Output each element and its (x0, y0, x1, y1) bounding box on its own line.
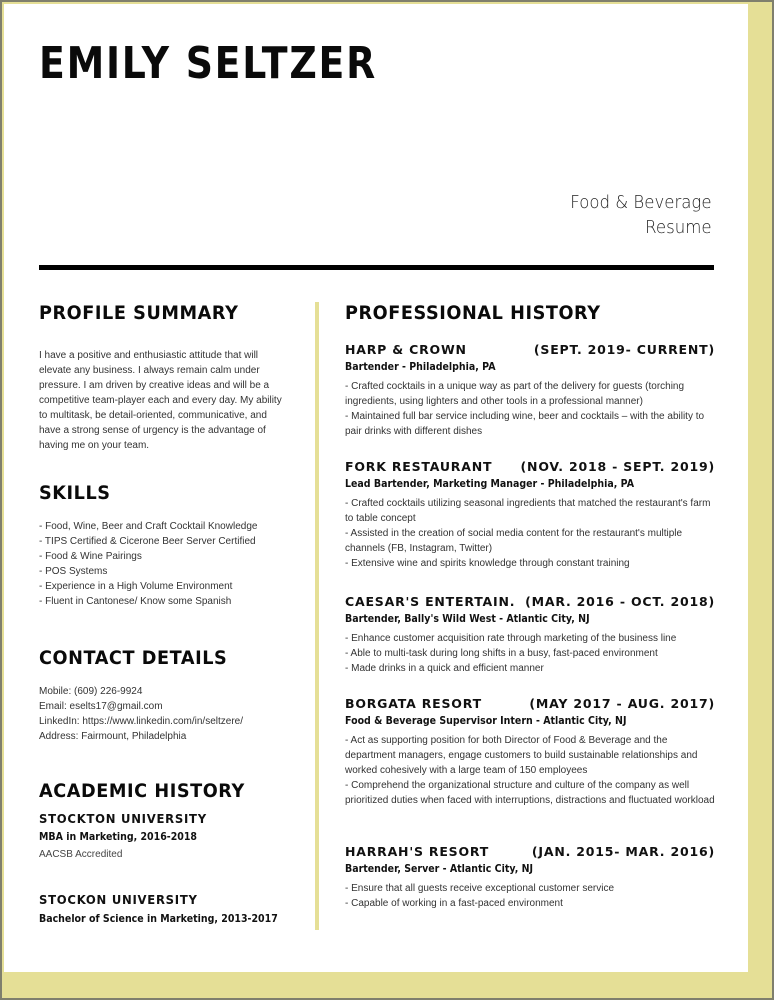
contact-details-heading: CONTACT DETAILS (39, 647, 228, 669)
job-bullet: - Assisted in the creation of social media content for the restaurant's multiple channels (FB, Instagram, Twitter) (345, 528, 683, 554)
skills-heading: SKILLS (39, 482, 111, 504)
job-bullet: - Capable of working in a fast-paced environment (345, 898, 563, 909)
job-bullet: - Comprehend the organizational structure and culture of the company as well prioritized duties when faced with interruptions, distractions and fluctuated workload (345, 780, 715, 806)
subtitle-line-1: Food & Beverage (570, 192, 712, 213)
job-bullet: - Extensive wine and spirits knowledge through constant training (345, 558, 630, 569)
contact-details-section (39, 647, 304, 744)
job-company: FORK RESTAURANT (345, 459, 493, 474)
job-entry (345, 342, 715, 439)
skill-item: - Food & Wine Pairings (39, 551, 142, 562)
job-bullet: - Maintained full bar service including wine, beer and cocktails – with the ability to pair drinks with different dishes (345, 411, 705, 437)
professional-history-heading: PROFESSIONAL HISTORY (345, 302, 601, 324)
education-entry (39, 892, 319, 925)
academic-history-section (39, 780, 319, 925)
resume-page (4, 4, 748, 972)
header-divider-rule (39, 265, 714, 270)
job-entry (345, 844, 715, 911)
job-header (345, 844, 715, 859)
job-entry (345, 696, 715, 808)
degree: Bachelor of Science in Marketing, 2013-2017 (39, 913, 278, 925)
resume-subtitle (571, 190, 712, 240)
contact-address: Address: Fairmount, Philadelphia (39, 731, 187, 742)
job-bullets (345, 733, 715, 808)
job-bullets (345, 631, 715, 676)
job-role: Bartender - Philadelphia, PA (345, 361, 496, 373)
job-bullet: - Ensure that all guests receive exceptional customer service (345, 883, 615, 894)
skill-item: - Fluent in Cantonese/ Know some Spanish (39, 596, 232, 607)
job-company: BORGATA RESORT (345, 696, 482, 711)
job-bullet: - Crafted cocktails utilizing seasonal ingredients that matched the restaurant's farm to table concept (345, 498, 711, 524)
job-bullets (345, 496, 715, 571)
job-entry (345, 459, 715, 571)
profile-summary-text: I have a positive and enthusiastic attitude that will elevate any business. I always remain calm under pressure. I am driven by creative ideas and will be a competitive team-player each and every day. My ability to multitask, be detail-oriented, communicative, and have a strong sense of urgency is the advantage of having me on your team. (39, 350, 282, 451)
job-entry (345, 594, 715, 676)
degree: MBA in Marketing, 2016-2018 (39, 831, 198, 843)
job-header (345, 459, 715, 474)
left-column (39, 302, 304, 925)
education-entry (39, 811, 319, 862)
job-bullet: - Act as supporting position for both Director of Food & Beverage and the department managers, engage customers to build sustainable relationships and worked cohesively with a large team of 150 employees (345, 735, 698, 776)
job-company: HARP & CROWN (345, 342, 467, 357)
profile-summary-heading: PROFILE SUMMARY (39, 302, 239, 324)
subtitle-line-2: Resume (645, 217, 712, 238)
job-company: HARRAH'S RESORT (345, 844, 490, 859)
academic-history-heading: ACADEMIC HISTORY (39, 780, 245, 802)
candidate-name: EMILY SELTZER (39, 38, 377, 89)
job-company: CAESAR'S ENTERTAIN. (345, 594, 516, 609)
job-dates: (MAY 2017 - AUG. 2017) (529, 696, 715, 711)
contact-list (39, 684, 304, 744)
job-dates: (JAN. 2015- MAR. 2016) (531, 844, 715, 859)
contact-mobile: Mobile: (609) 226-9924 (39, 686, 143, 697)
job-bullet: - Enhance customer acquisition rate through marketing of the business line (345, 633, 677, 644)
skill-item: - POS Systems (39, 566, 108, 577)
skill-item: - Experience in a High Volume Environment (39, 581, 233, 592)
job-role: Food & Beverage Supervisor Intern - Atlantic City, NJ (345, 715, 627, 727)
skills-list (39, 519, 304, 609)
degree-note: AACSB Accredited (39, 849, 123, 860)
job-dates: (NOV. 2018 - SEPT. 2019) (520, 459, 715, 474)
job-dates: (SEPT. 2019- CURRENT) (533, 342, 715, 357)
job-bullet: - Crafted cocktails in a unique way as part of the delivery for guests (torching ingredients, using lighters and other tools in a professional manner) (345, 381, 685, 407)
school-name: STOCKTON UNIVERSITY (39, 811, 207, 826)
job-role: Bartender, Server - Atlantic City, NJ (345, 863, 534, 875)
school-name: STOCKON UNIVERSITY (39, 892, 198, 907)
profile-summary-section (39, 302, 304, 453)
job-header (345, 696, 715, 711)
skills-section (39, 482, 304, 609)
job-dates: (MAR. 2016 - OCT. 2018) (525, 594, 715, 609)
right-column (345, 302, 715, 909)
job-bullet: - Able to multi-task during long shifts in a busy, fast-paced environment (345, 648, 658, 659)
job-role: Lead Bartender, Marketing Manager - Philadelphia, PA (345, 478, 635, 490)
job-header (345, 342, 715, 357)
contact-linkedin: LinkedIn: https://www.linkedin.com/in/seltzere/ (39, 716, 243, 727)
job-role: Bartender, Bally's Wild West - Atlantic City, NJ (345, 613, 590, 625)
job-bullets (345, 881, 715, 911)
skill-item: - Food, Wine, Beer and Craft Cocktail Knowledge (39, 521, 258, 532)
contact-email: Email: eselts17@gmail.com (39, 701, 163, 712)
job-bullets (345, 379, 715, 439)
job-header (345, 594, 715, 609)
skill-item: - TIPS Certified & Cicerone Beer Server Certified (39, 536, 256, 547)
job-bullet: - Made drinks in a quick and efficient manner (345, 663, 544, 674)
